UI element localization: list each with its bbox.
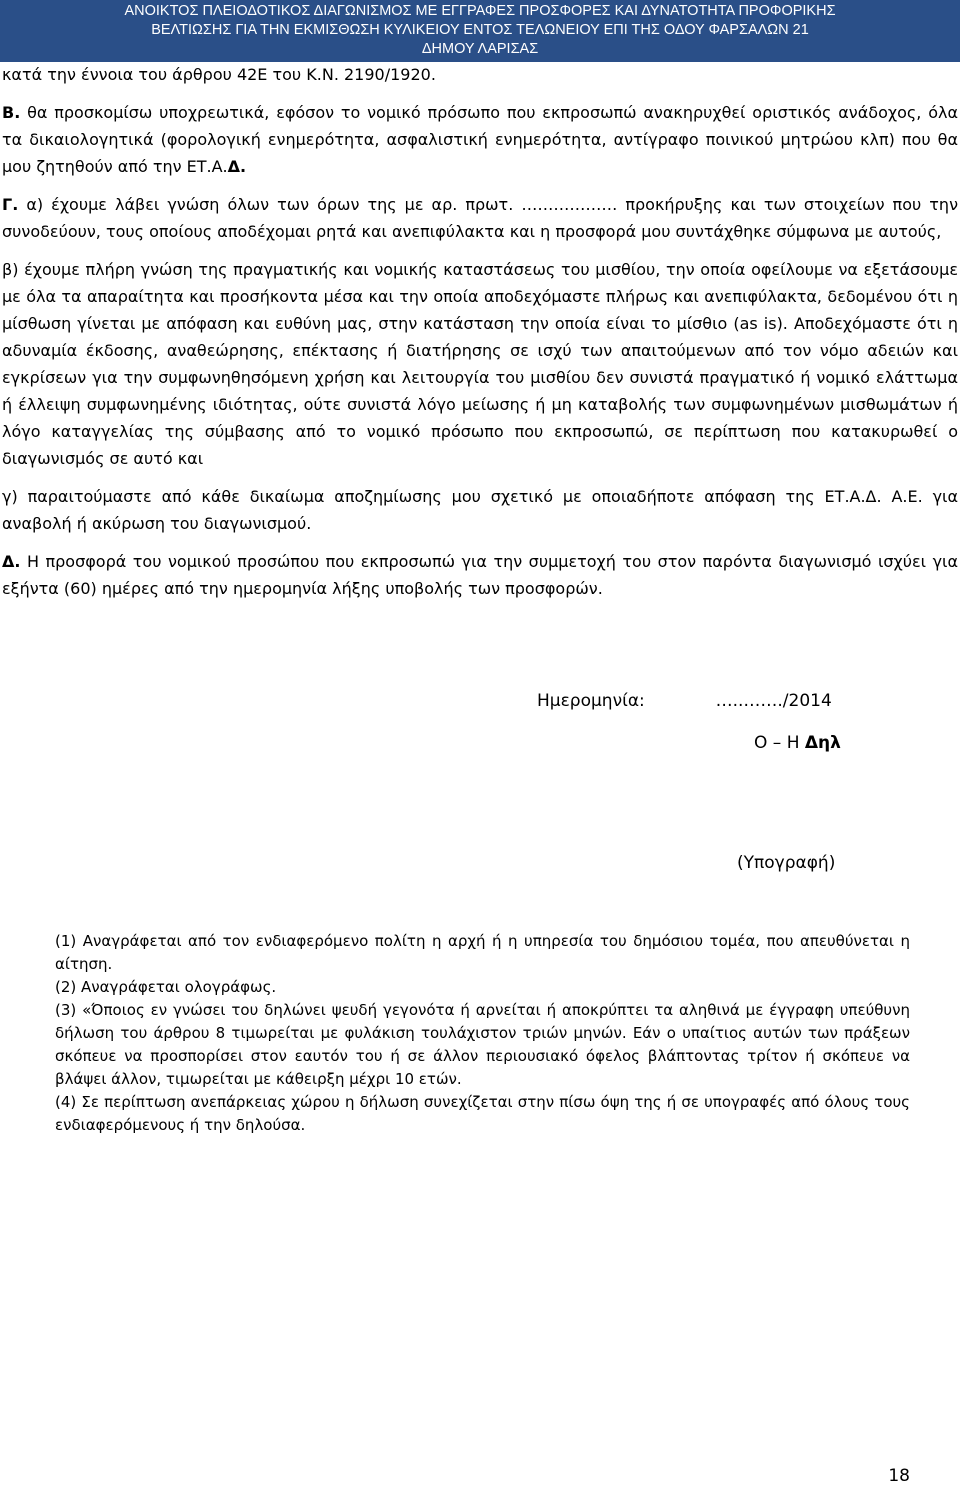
footnote-4: (4) Σε περίπτωση ανεπάρκειας χώρου η δήλωση συνεχίζεται στην πίσω όψη της ή σε υπογραφές από όλους τους ενδιαφερόμενους ή την δηλούσα. [55,1093,910,1134]
document-header-banner [0,0,960,62]
paragraph-g-a-text: α) έχουμε λάβει γνώση όλων των όρων της με αρ. πρωτ. ……………… προκήρυξης και των στοιχείων που την συνοδεύουν, τους οποίους αποδέχομαι ρητά και ανεπιφύλακτα και η προσφορά μου συντάχθηκε σύμφωνα με αυτούς, [2,195,958,241]
footnote-2: (2) Αναγράφεται ολογράφως. [55,978,277,996]
paragraph-g-a [2,191,958,245]
section-label-d: Δ. [2,552,21,571]
paragraph-b-text: θα προσκομίσω υποχρεωτικά, εφόσον το νομικό πρόσωπο που εκπροσωπώ ανακηρυχθεί οριστικός ανάδοχος, όλα τα δικαιολογητικά (φορολογική ενημερότητα, ασφαλιστική ενημερότητα, αντίγραφο ποινικού μητρώου κλπ) που θα μου ζητηθούν από την ΕΤ.Α. [2,103,958,176]
paragraph-b-end: Δ. [227,157,247,176]
paragraph-g-c: γ) παραιτούμαστε από κάθε δικαίωμα αποζημίωσης μου σχετικό με οποιαδήποτε απόφαση της ΕΤ.Α.Δ. Α.Ε. για αναβολή ή ακύρωση του διαγωνισμού. [2,487,958,533]
footnote-1: (1) Αναγράφεται από τον ενδιαφερόμενο πολίτη η αρχή ή η υπηρεσία του δημόσιου τομέα, που απευθύνεται η αίτηση. [55,932,910,973]
date-value: …..……./2014 [715,691,832,711]
header-line-1: ΑΝΟΙΚΤΟΣ ΠΛΕΙΟΔΟΤΙΚΟΣ ΔΙΑΓΩΝΙΣΜΟΣ ΜΕ ΕΓΓΡΑΦΕΣ ΠΡΟΣΦΟΡΕΣ ΚΑΙ ΔΥΝΑΤΟΤΗΤΑ ΠΡΟΦΟΡΙΚΗΣ [124,3,836,19]
header-line-2: ΒΕΛΤΙΩΣΗΣ ΓΙΑ ΤΗΝ ΕΚΜΙΣΘΩΣΗ ΚΥΛΙΚΕΙΟΥ ΕΝΤΟΣ ΤΕΛΩΝΕΙΟΥ ΕΠΙ ΤΗΣ ΟΔΟΥ ΦΑΡΣΑΛΩΝ 21 [151,22,809,38]
footnotes [55,930,910,1137]
signature-label: (Υπογραφή) [737,853,836,873]
section-label-g: Γ. [2,195,19,214]
page-number: 18 [888,1466,910,1486]
date-line [537,690,832,712]
paragraph-b [2,99,958,180]
declarant-prefix: Ο – Η [754,733,805,753]
section-label-b: Β. [2,103,21,122]
header-line-3: ΔΗΜΟΥ ΛΑΡΙΣΑΣ [421,41,539,57]
paragraph-d [2,548,958,602]
declarant-line [754,732,841,754]
document-body [2,99,958,602]
date-label: Ημερομηνία: [537,691,645,711]
declarant-abbr: Δηλ [804,733,841,753]
intro-line: κατά την έννοια του άρθρου 42Ε του Κ.Ν. 2190/1920. [2,65,436,84]
footnote-3: (3) «Όποιος εν γνώσει του δηλώνει ψευδή γεγονότα ή αρνείται ή αποκρύπτει τα αληθινά με έγγραφη υπεύθυνη δήλωση του άρθρου 8 τιμωρείται με φυλάκιση τουλάχιστον τριών μηνών. Εάν ο υπαίτιος αυτών των πράξεων σκόπευε να προσπορίσει στον εαυτόν του ή σε άλλον περιουσιακό όφελος βλάπτοντας τρίτον ή σκόπευε να βλάψει άλλον, τιμωρείται με κάθειρξη μέχρι 10 ετών. [55,1001,910,1088]
paragraph-d-text: Η προσφορά του νομικού προσώπου που εκπροσωπώ για την συμμετοχή του στον παρόντα διαγωνισμό ισχύει για εξήντα (60) ημέρες από την ημερομηνία λήξης υποβολής των προσφορών. [2,552,958,598]
paragraph-g-b: β) έχουμε πλήρη γνώση της πραγματικής και νομικής καταστάσεως του μισθίου, την οποία οφείλουμε να εξετάσουμε με όλα τα απαραίτητα και προσήκοντα μέσα και την οποία αποδεχόμαστε πλήρως και ανεπιφύλακτα, δεδομένου ότι η μίσθωση γίνεται με απόφαση και ευθύνη μας, στην κατάσταση την οποία είναι το μίσθιο (as is). Αποδεχόμαστε ότι η αδυναμία έκδοσης, αναθεώρησης, επέκτασης ή διατήρησης σε ισχύ των απαιτούμενων από τον νόμο αδειών και εγκρίσεων για την συμφωνηθησόμενη χρήση και λειτουργία του μισθίου δεν συνιστά πραγματικό ή νομικό ελάττωμα ή έλλειψη συμφωνημένης ιδιότητας, ούτε συνιστά λόγο μείωσης ή μη καταβολής των συμφωνημένων μισθωμάτων ή λόγο καταγγελίας της σύμβασης από το νομικό πρόσωπο που εκπροσωπώ, σε περίπτωση που κατακυρωθεί ο διαγωνισμός σε αυτό και [2,260,958,468]
